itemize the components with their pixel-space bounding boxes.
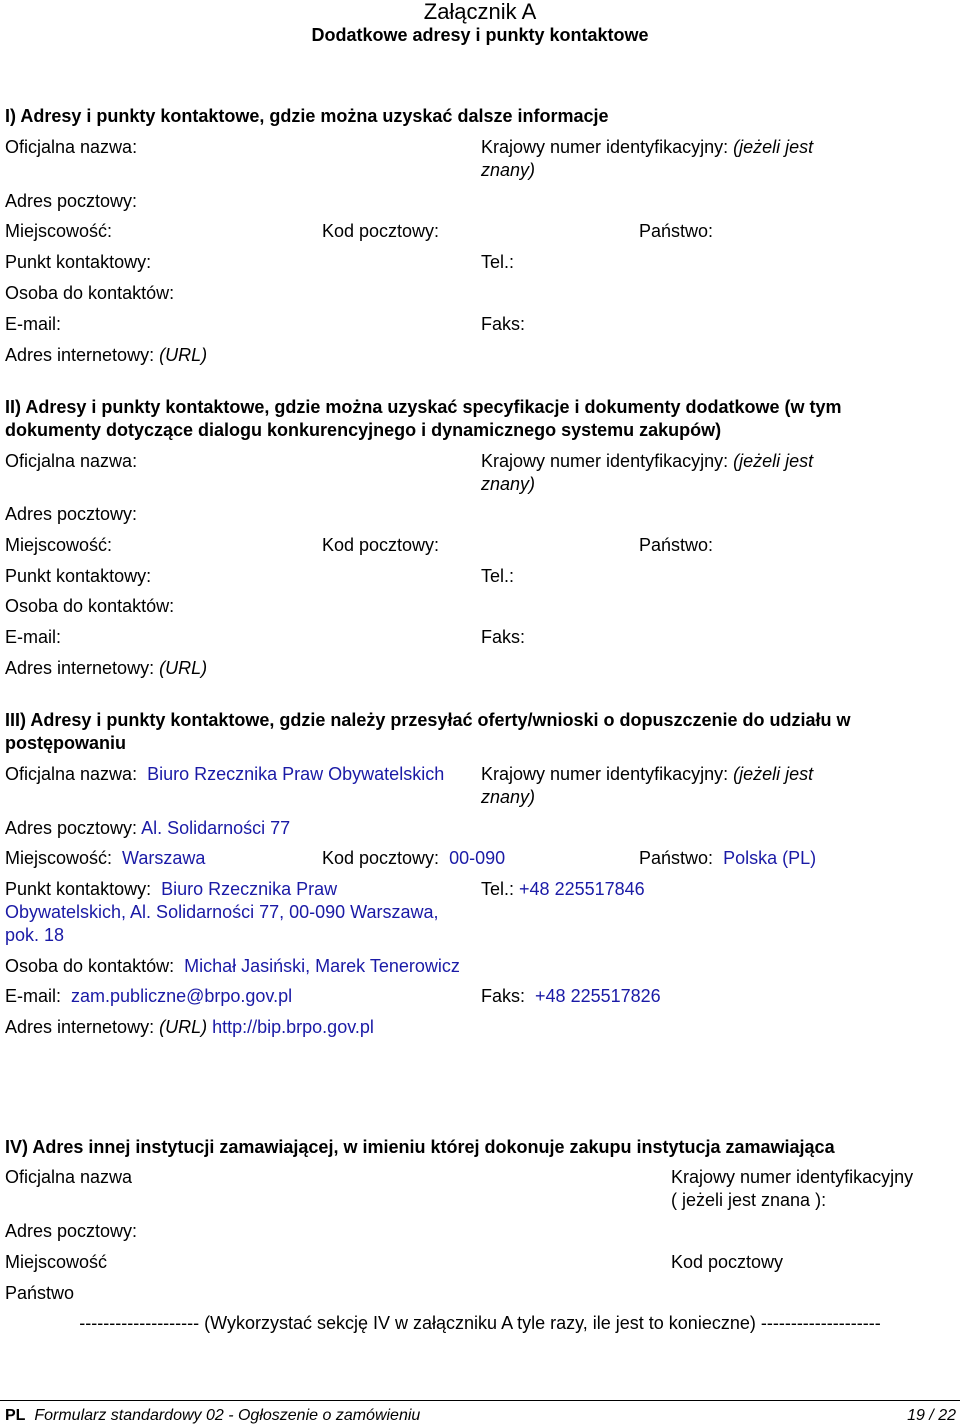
official-name-label: Oficjalna nazwa: [5, 1167, 133, 1187]
national-id-label: [481, 136, 813, 159]
url-label: (URL): [159, 345, 208, 365]
postal-code-row: [322, 847, 505, 870]
city-label: Miejscowość:: [5, 535, 113, 555]
internet-address-text: Adres internetowy:: [5, 1017, 155, 1037]
postal-address-label: Adres pocztowy:: [5, 504, 138, 524]
tel-label: Tel.:: [481, 566, 515, 586]
email-label: E-mail:: [5, 627, 62, 647]
page-subtitle: Dodatkowe adresy i punkty kontaktowe: [311, 25, 649, 45]
footer-lang: PL: [5, 1407, 26, 1424]
contact-person-label: Osoba do kontaktów:: [5, 956, 175, 976]
national-id-text: Krajowy numer identyfikacyjny:: [481, 137, 729, 157]
postal-code-label: Kod pocztowy: [671, 1252, 784, 1272]
if-known-text-2: znany): [481, 787, 536, 807]
official-name-row: [5, 763, 444, 786]
footer-left: [5, 1406, 420, 1426]
contact-person-label: Osoba do kontaktów:: [5, 283, 175, 303]
email-row: [5, 985, 292, 1008]
contact-point-value-1: Biuro Rzecznika Praw: [161, 879, 338, 899]
if-known-text-2: znany): [481, 160, 536, 180]
national-id-label: [481, 450, 813, 473]
page-title: Załącznik A: [423, 0, 537, 24]
city-label: Miejscowość:: [5, 221, 113, 241]
section-1-heading: I) Adresy i punkty kontaktowe, gdzie można uzyskać dalsze informacje: [5, 106, 609, 126]
url-label: (URL): [159, 1017, 208, 1037]
fax-label: Faks:: [481, 627, 526, 647]
email-label: E-mail:: [5, 314, 62, 334]
contact-person-label: Osoba do kontaktów:: [5, 596, 175, 616]
email-value[interactable]: zam.publiczne@brpo.gov.pl: [71, 986, 293, 1006]
tel-row: [481, 878, 645, 901]
postal-code-label: Kod pocztowy:: [322, 535, 440, 555]
contact-person-value: Michał Jasiński, Marek Tenerowicz: [184, 956, 460, 976]
if-known-text-2: znany): [481, 474, 536, 494]
contact-point-label: Punkt kontaktowy:: [5, 252, 152, 272]
fax-row: [481, 985, 661, 1008]
internet-address-label: [5, 657, 207, 680]
contact-point-row: [5, 878, 337, 901]
postal-address-label: Adres pocztowy:: [5, 1221, 138, 1241]
tel-label: Tel.:: [481, 252, 515, 272]
fax-label: Faks:: [481, 314, 526, 334]
footer-page-number: 19 / 22: [907, 1407, 956, 1424]
fax-label: Faks:: [481, 986, 526, 1006]
official-name-label: Oficjalna nazwa:: [5, 137, 138, 157]
national-id-text: Krajowy numer identyfikacyjny:: [481, 764, 729, 784]
postal-address-row: [5, 817, 290, 840]
repeat-note: -------------------- (Wykorzystać sekcję IV w załączniku A tyle razy, ile jest to konieczne) --------------------: [79, 1313, 881, 1333]
contact-point-value-2: Obywatelskich, Al. Solidarności 77, 00-090 Warszawa,: [5, 902, 439, 922]
official-name-label: Oficjalna nazwa:: [5, 451, 138, 471]
country-label: Państwo:: [639, 848, 714, 868]
national-id-text: Krajowy numer identyfikacyjny:: [481, 451, 729, 471]
city-row: [5, 847, 205, 870]
city-value: Warszawa: [122, 848, 206, 868]
contact-point-label: Punkt kontaktowy:: [5, 879, 152, 899]
footer-form-name: Formularz standardowy 02 - Ogłoszenie o zamówieniu: [34, 1407, 421, 1424]
postal-address-value: Al. Solidarności 77: [141, 818, 291, 838]
postal-code-label: Kod pocztowy:: [322, 221, 440, 241]
official-name-value: Biuro Rzecznika Praw Obywatelskich: [147, 764, 445, 784]
section-3-heading: III) Adresy i punkty kontaktowe, gdzie należy przesyłać oferty/wnioski o dopuszczenie do udziału w postępowaniu: [5, 710, 851, 753]
country-label: Państwo:: [639, 221, 714, 241]
section-2-heading: II) Adresy i punkty kontaktowe, gdzie można uzyskać specyfikacje i dokumenty dodatkowe (w tym dokumenty dotyczące dialogu konkurencyjnego i dynamicznego systemu zakupów): [5, 397, 842, 440]
national-id-label: Krajowy numer identyfikacyjny: [671, 1167, 914, 1187]
city-label: Miejscowość: [5, 1252, 108, 1272]
postal-code-label: Kod pocztowy:: [322, 848, 440, 868]
url-value[interactable]: http://bip.brpo.gov.pl: [212, 1017, 374, 1037]
if-known-text: (jeżeli jest: [733, 764, 814, 784]
country-label: Państwo:: [639, 535, 714, 555]
country-label: Państwo: [5, 1283, 75, 1303]
national-id-label: [481, 763, 813, 786]
country-row: [639, 847, 816, 870]
city-label: Miejscowość:: [5, 848, 113, 868]
internet-address-row: [5, 1016, 374, 1039]
tel-label: Tel.:: [481, 879, 515, 899]
email-label: E-mail:: [5, 986, 62, 1006]
if-known-text: (jeżeli jest: [733, 451, 814, 471]
internet-address-text: Adres internetowy:: [5, 345, 155, 365]
postal-address-label: Adres pocztowy:: [5, 818, 138, 838]
official-name-label: Oficjalna nazwa:: [5, 764, 138, 784]
if-known-text: ( jeżeli jest znana ):: [671, 1190, 827, 1210]
footer-divider: [0, 1400, 960, 1401]
url-label: (URL): [159, 658, 208, 678]
section-4-heading: IV) Adres innej instytucji zamawiającej, w imieniu której dokonuje zakupu instytucja zamawiająca: [5, 1137, 835, 1157]
contact-person-row: [5, 955, 460, 978]
tel-value: +48 225517846: [519, 879, 645, 899]
contact-point-value-3: pok. 18: [5, 925, 65, 945]
internet-address-label: [5, 344, 207, 367]
fax-value: +48 225517826: [535, 986, 661, 1006]
internet-address-text: Adres internetowy:: [5, 658, 155, 678]
postal-code-value: 00-090: [449, 848, 506, 868]
if-known-text: (jeżeli jest: [733, 137, 814, 157]
contact-point-label: Punkt kontaktowy:: [5, 566, 152, 586]
country-value: Polska (PL): [723, 848, 817, 868]
postal-address-label: Adres pocztowy:: [5, 191, 138, 211]
